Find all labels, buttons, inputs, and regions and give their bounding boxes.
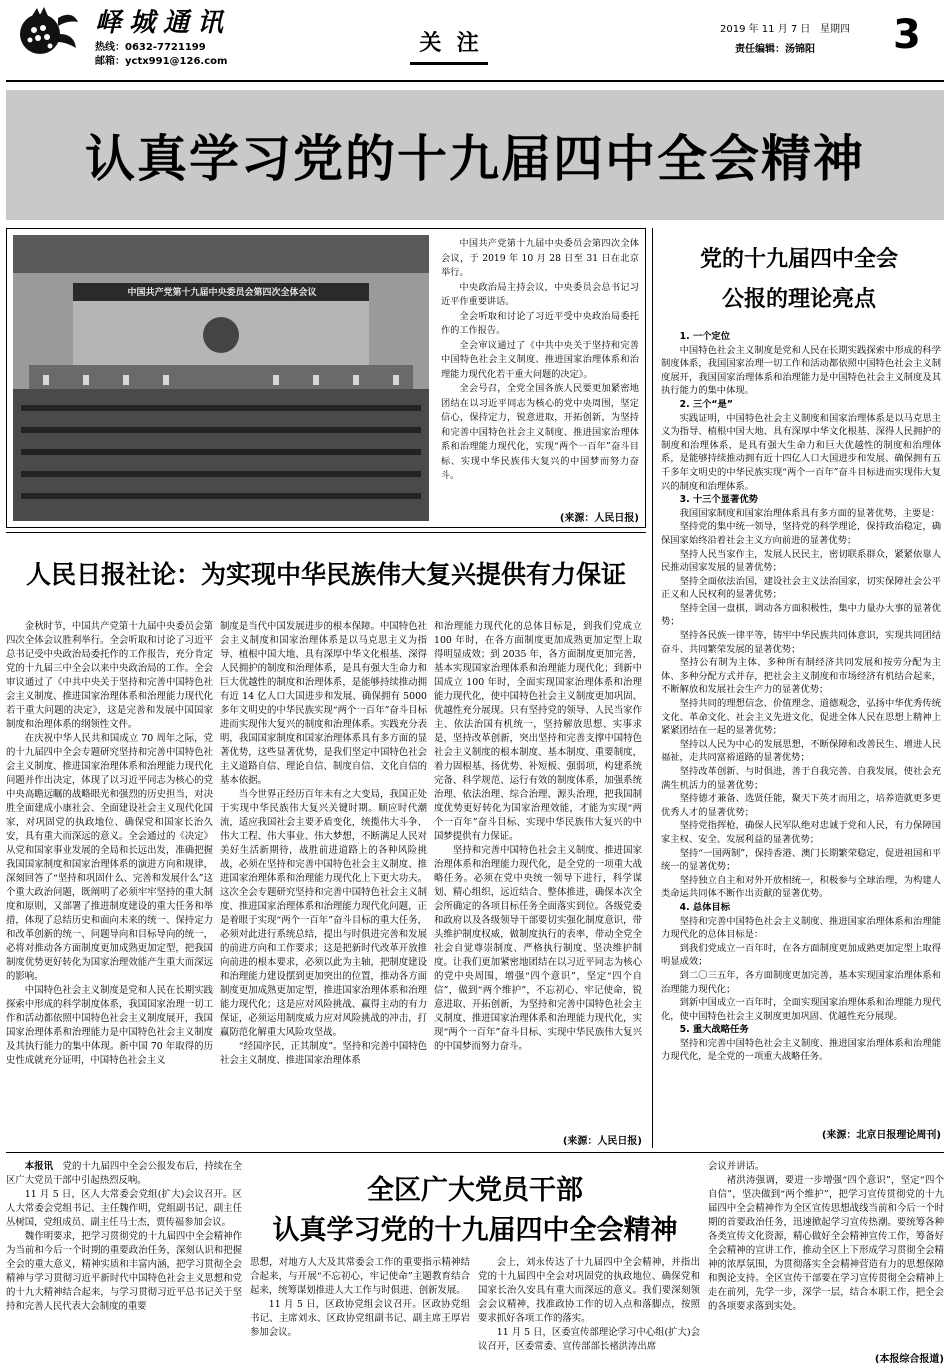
advantage-item: 坚持“一国两制”，保持香港、澳门长期繁荣稳定，促进祖国和平统一的显著优势；: [661, 847, 941, 873]
masthead: [0, 0, 950, 90]
lead-paragraph: [6, 1160, 242, 1188]
editorial-source: (来源：人民日报): [562, 1136, 642, 1147]
hall-banner-text: 中国共产党第十九届中央委员会第四次全体会议: [127, 288, 317, 298]
editorial-col-1: [6, 620, 213, 1146]
masthead-rule: [6, 80, 944, 82]
highlight-heading: 3. 十三个显著优势: [679, 494, 758, 506]
highlight-heading: 5. 重大战略任务: [679, 1024, 749, 1036]
bottom-paragraph: 11 月 5 日，区委宣传部理论学习中心组(扩大)会议召开，区委常委、宣传部部长褚洪涛出席: [478, 1327, 700, 1352]
photo-source: (来源：人民日报): [559, 513, 639, 524]
editorial-paragraph: 当今世界正经历百年未有之大变局，我国正处于实现中华民族伟大复兴关键时期。顺应时代潮流，适应我国社会主要矛盾变化，统揽伟大斗争、伟大工程、伟大事业、伟大梦想，不断满足人民对美好生活新期待，战胜前进道路上的各种风险挑战，必须在坚持和完善中国特色社会主义制度、推进国家治理体系和治理能力现代化上下更大功夫。这次全会专题研究坚持和完善中国特色社会主义制度、推进国家治理体系和治理能力现代化问题，正是着眼于实现“两个一百年”奋斗目标的重大任务，必须对此进行系统总结，提出与时俱进完善和发展的前进方向和工作要求；这是把新时代改革开放推向前进的根本要求，必须以此为主轴，把制度建设和治理能力建设摆到更加突出的位置，推动各方面制度更加成熟更加定型，推进国家治理体系和治理能力现代化；这是应对风险挑战、赢得主动的有力保证，必须运用制度威力应对风险挑战的冲击，打赢防范化解重大风险攻坚战。: [220, 789, 427, 1038]
bottom-col-mid-1: [250, 1256, 470, 1362]
highlights-column: [652, 228, 944, 1148]
highlight-paragraph: 中国特色社会主义制度是党和人民在长期实践探索中形成的科学制度体系，我国国家治理一切工作和活动都依照中国特色社会主义制度展开，我国国家治理体系和治理能力是中国特色社会主义制度及其执行能力的集中体现。: [661, 344, 941, 397]
caption-paragraph: 全会听取和讨论了习近平受中央政治局委托作的工作报告。: [441, 310, 639, 336]
advantage-item: 坚持各民族一律平等，铸牢中华民族共同体意识，实现共同团结奋斗、共同繁荣发展的显著优势；: [661, 630, 941, 655]
editorial-col-3: [434, 620, 642, 1130]
section-title: 关 注: [419, 31, 479, 56]
highlight-paragraph: 到我们党成立一百年时，在各方面制度更加成熟更加定型上取得明显成效；: [661, 942, 941, 968]
highlight-paragraph: 到新中国成立一百年时，全面实现国家治理体系和治理能力现代化，使中国特色社会主义制度更加巩固、优越性充分展现。: [661, 997, 941, 1022]
bottom-col-mid-2: [478, 1256, 700, 1362]
highlight-paragraph: 坚持和完善中国特色社会主义制度、推进国家治理体系和治理能力现代化的总体目标是：: [661, 915, 941, 941]
advantage-item: 坚持共同的理想信念、价值理念、道德观念，弘扬中华优秀传统文化、革命文化、社会主义先进文化，促进全体人民在思想上精神上紧紧团结在一起的显著优势；: [661, 698, 941, 737]
hotline: 热线：0632-7721199: [95, 42, 206, 53]
bottom-paragraph: 思想，对地方人大及其常委会工作的重要指示精神结合起来，与开展“不忘初心，牢记使命”主题教育结合起来，统筹谋划推进人大工作与时俱进、创新发展。: [250, 1257, 470, 1296]
page-editor: 责任编辑：汤锦阳: [735, 44, 815, 55]
editorial-paragraph: “经国序民，正其制度”。坚持和完善中国特色社会主义制度、推进国家治理体系: [220, 1041, 427, 1066]
advantage-item: 坚持改革创新、与时俱进，善于自我完善、自我发展，使社会充满生机活力的显著优势；: [661, 766, 941, 791]
bottom-col-left: [6, 1160, 242, 1362]
highlight-heading: 2. 三个“是”: [679, 398, 733, 410]
advantage-item: 坚持公有制为主体、多种所有制经济共同发展和按劳分配为主体、多种分配方式并存，把社会主义制度和市场经济有机结合起来，不断解放和发展社会生产力的显著优势；: [661, 657, 941, 696]
highlights-source: (来源：北京日报理论周刊): [821, 1130, 941, 1141]
editorial-paragraph: 金秋时节，中国共产党第十九届中央委员会第四次全体会议胜利举行。全会听取和讨论了习近平总书记受中央政治局委托作的工作报告，充分肯定党的十九届三中全会以来中央政治局的工作。全会审议通过了《中共中央关于坚持和完善中国特色社会主义制度、推进国家治理体系和治理能力现代化若干重大问题的决定》，这是完善和发展中国国家制度和治理体系的纲领性文件。: [6, 621, 213, 730]
masthead-rule-left: [410, 62, 488, 65]
highlights-headline-2: 公报的理论亮点: [721, 286, 876, 312]
paper-name: 峄城通讯: [95, 8, 232, 38]
highlight-heading: 1. 一个定位: [679, 331, 731, 342]
lead-label: 本报讯: [24, 1161, 54, 1172]
editorial-paragraph: 制度是当代中国发展进步的根本保障。中国特色社会主义制度和国家治理体系是以马克思主义为指导、植根中国大地、具有深厚中华文化根基、深得人民拥护的制度和治理体系，是具有强大生命力和巨大优越性的制度和治理体系，是能够持续推动拥有近 14 亿人口大国进步和发展、确保拥有 5000 多年文明史的中华民族实现“两个一百年”奋斗目标进而实现伟大复兴的制度和治理体系。实践充分表明，我国国家制度和国家治理体系具有多方面的显著优势，这些显著优势，是我们坚定中国特色社会主义道路自信、理论自信、制度自信、文化自信的基本依据。: [220, 621, 427, 786]
editorial-title: 人民日报社论：为实现中华民族伟大复兴提供有力保证: [25, 559, 626, 589]
bottom-source: (本报综合报道): [874, 1354, 944, 1365]
editorial-paragraph: 和治理能力现代化的总体目标是，到我们党成立 100 年时，在各方面制度更加成熟更加定型上取得明显成效；到 2035 年，各方面制度更加完善，基本实现国家治理体系和治理能力现代化；到新中国成立 100 年时，全面实现国家治理体系和治理能力现代化，使中国特色社会主义制度更加巩固、优越性充分展现。只有坚持党的领导、人民当家作主、依法治国有机统一，坚持解放思想、实事求是，坚持改革创新，突出坚持和完善支撑中国特色社会主义制度的根本制度、基本制度、重要制度，着力固根基、扬优势、补短板、强弱项，构建系统完备、科学规范、运行有效的制度体系，加强系统治理、依法治理、综合治理、源头治理，把我国制度优势更好转化为国家治理效能，才能为实现“两个一百年”奋斗目标、实现中华民族伟大复兴的中国梦提供有力保证。: [434, 621, 642, 842]
caption-paragraph: 全会号召，全党全国各族人民要更加紧密地团结在以习近平同志为核心的党中央周围，坚定信心，保持定力，锐意进取，开拓创新，为坚持和完善中国特色社会主义制度、推进国家治理体系和治理能力现代化，实现“两个一百年”奋斗目标、实现中华民族伟大复兴的中国梦而努力奋斗。: [441, 383, 639, 481]
highlight-paragraph: 我国国家制度和国家治理体系具有多方面的显著优势，主要是：: [679, 507, 940, 519]
advantage-item: 坚持人民当家作主，发展人民民主，密切联系群众，紧紧依靠人民推动国家发展的显著优势；: [661, 548, 941, 574]
advantage-item: 坚持独立自主和对外开放相统一，积极参与全球治理，为构建人类命运共同体不断作出贡献的显著优势。: [661, 874, 941, 900]
banner-headline: 认真学习党的十九届四中全会精神: [85, 130, 865, 188]
advantage-item: 坚持德才兼备、选贤任能，聚天下英才而用之，培养造就更多更优秀人才的显著优势；: [661, 793, 941, 818]
editorial-paragraph: 中国特色社会主义制度是党和人民在长期实践探索中形成的科学制度体系，我国国家治理一切工作和活动都依照中国特色社会主义制度展开，我国国家治理体系和治理能力是中国特色社会主义制度及其执行能力的集中体现。新中国 70 年取得的历史性成就充分证明，中国特色社会主义: [6, 985, 213, 1066]
advantage-item: 坚持全面依法治国，建设社会主义法治国家，切实保障社会公平正义和人民权利的显著优势；: [661, 575, 941, 601]
pomegranate-logo: [10, 4, 80, 60]
plenary-session-photo: [13, 235, 429, 521]
advantage-item: 坚持党指挥枪，确保人民军队绝对忠诚于党和人民，有力保障国家主权、安全、发展利益的显著优势；: [661, 820, 941, 845]
highlight-paragraph: 到二〇三五年，各方面制度更加完善，基本实现国家治理体系和治理能力现代化；: [661, 969, 941, 995]
highlight-paragraph: 实践证明，中国特色社会主义制度和国家治理体系是以马克思主义为指导、植根中国大地、具有深厚中华文化根基、深得人民拥护的制度和治理体系，是具有强大生命力和巨大优越性的制度和治理体系，是能够持续推动拥有近十四亿人口大国进步和发展、确保拥有五千多年文明史的中华民族实现“两个一百年”奋斗目标进而实现伟大复兴的制度和治理体系。: [661, 412, 941, 492]
caption-paragraph: 中央政治局主持会议，中央委员会总书记习近平作重要讲话。: [441, 281, 639, 307]
bottom-headline-1: 全区广大党员干部: [367, 1175, 583, 1206]
caption-paragraph: 全会审议通过了《中共中央关于坚持和完善中国特色社会主义制度、推进国家治理体系和治理能力现代化若干重大问题的决定》。: [441, 339, 639, 380]
advantage-item: 坚持党的集中统一领导，坚持党的科学理论，保持政治稳定，确保国家始终沿着社会主义方向前进的显著优势；: [661, 521, 941, 546]
caption-paragraph: 中国共产党第十九届中央委员会第四次全体会议，于 2019 年 10 月 28 日至 31 日在北京举行。: [441, 238, 639, 278]
bottom-col-right: [708, 1160, 944, 1350]
bottom-paragraph: 11 月 5 日，区人大常委会党组(扩大)会议召开。区人大常委会党组书记、主任魏作明，党组副书记、副主任丛树国，党组成员、副主任马士杰，贾传福参加会议。: [6, 1189, 242, 1228]
editorial-paragraph: 坚持和完善中国特色社会主义制度、推进国家治理体系和治理能力现代化，是全党的一项重大战略任务。必须在党中央统一领导下进行，科学谋划、精心组织，远近结合、整体推进，确保本次全会所确定的各项目标任务全面落实到位。各级党委和政府以及各级领导干部要切实强化制度意识，带头维护制度权威，做制度执行的表率，带动全党全社会自觉尊崇制度、严格执行制度、坚决维护制度。让我们更加紧密地团结在以习近平同志为核心的党中央周围，增强“四个意识”，坚定“四个自信”，做到“两个维护”，不忘初心、牢记使命，锐意进取、开拓创新，为坚持和完善中国特色社会主义制度、推进国家治理体系和治理能力现代化，实现“两个一百年”奋斗目标、实现中华民族伟大复兴的中国梦而努力奋斗。: [434, 845, 642, 1052]
editorial-col-2: [220, 620, 427, 1146]
editorial-paragraph: 在庆祝中华人民共和国成立 70 周年之际，党的十九届四中全会专题研究坚持和完善中国特色社会主义制度、推进国家治理体系和治理能力现代化问题并作出决定，体现了以习近平同志为核心的党中央高瞻远瞩的战略眼光和强烈的历史担当，对决胜全面建成小康社会、全面建设社会主义现代化国家，对巩固党的执政地位、确保党和国家长治久安，具有重大而深远的意义。全会通过的《决定》从党和国家事业发展的全局和长远出发，准确把握我国国家制度和国家治理体系的演进方向和规律，深刻回答了“坚持和巩固什么、完善和发展什么”这个重大政治问题，既阐明了必须牢牢坚持的重大制度和原则，又部署了推进制度建设的重大任务和举措，体现了总结历史和面向未来的统一、保持定力和改革创新的统一、问题导向和目标导向的统一，必将对推动各方面制度更加成熟更加定型，把我国制度优势更好转化为国家治理效能产生重大而深远的影响。: [6, 733, 213, 982]
advantage-item: 坚持全国一盘棋，调动各方面积极性，集中力量办大事的显著优势；: [661, 602, 941, 628]
banner: [6, 90, 944, 220]
issue-date: 2019 年 11 月 7 日 星期四: [720, 24, 850, 35]
photo-box: [6, 228, 646, 528]
bottom-paragraph: 魏作明要求，把学习贯彻党的十九届四中全会精神作为当前和今后一个时期的重要政治任务，深刻认识和把握全会的重大意义，精神实质和丰富内涵，把学习贯彻全会精神与学习贯彻习近平新时代中国特色社会主义思想和党的十九大精神结合起来，与学习贯彻习近平总书记关于坚持和完善人民代表大会制度的重要: [6, 1231, 242, 1312]
email: 邮箱：yctx991@126.com: [95, 56, 228, 67]
bottom-paragraph: 11 月 5 日，区政协党组会议召开。区政协党组书记、主席刘永、区政协党组副书记、副主席王厚岩参加会议。: [250, 1299, 470, 1338]
editorial-headline: [6, 532, 646, 612]
bottom-headline-2: 认真学习党的十九届四中全会精神: [272, 1215, 678, 1246]
bottom-paragraph: 会议并讲话。: [708, 1161, 765, 1172]
bottom-paragraph: 褚洪涛强调，要进一步增强“四个意识”，坚定“四个自信”，坚决做到“两个维护”，把学习宣传贯彻党的十九届四中全会精神作为全区宣传思想战线当前和今后一个时期的首要政治任务，迅速掀起学习宣传热潮。要统筹各种各类宣传文化资源，精心做好全会精神宣传工作，筹备好全会精神的宣讲工作，推动全区上下形成学习贯彻全会精神的浓厚氛围，为贯彻落实全会精神营造有力的思想保障和舆论支持。全区宣传干部要在学习宣传贯彻全会精神上走在前列，先学一步，深学一层，结合本职工作，把全会的各项要求落到实处。: [708, 1175, 944, 1312]
highlights-headline-1: 党的十九届四中全会: [699, 246, 898, 272]
lead-text: 党的十九届四中全会公报发布后，持续在全区广大党员干部中引起热烈反响。: [6, 1161, 242, 1186]
bottom-rule: [6, 1152, 944, 1153]
page-number: 3: [893, 12, 921, 58]
highlight-paragraph: 坚持和完善中国特色社会主义制度、推进国家治理体系和治理能力现代化，是全党的一项重大战略任务。: [661, 1037, 941, 1063]
bottom-paragraph: 会上，刘永传达了十九届四中全会精神，并指出党的十九届四中全会对巩固党的执政地位、确保党和国家长治久安具有重大而深远的意义。我们要深刻领会会议精神，找准政协工作的切入点和落脚点，按照要求抓好各项工作的落实。: [478, 1257, 700, 1324]
highlight-heading: 4. 总体目标: [679, 901, 731, 913]
highlights-body: [661, 330, 941, 1120]
advantage-item: 坚持以人民为中心的发展思想，不断保障和改善民生、增进人民福祉，走共同富裕道路的显著优势；: [661, 738, 941, 764]
photo-caption: [441, 237, 639, 501]
